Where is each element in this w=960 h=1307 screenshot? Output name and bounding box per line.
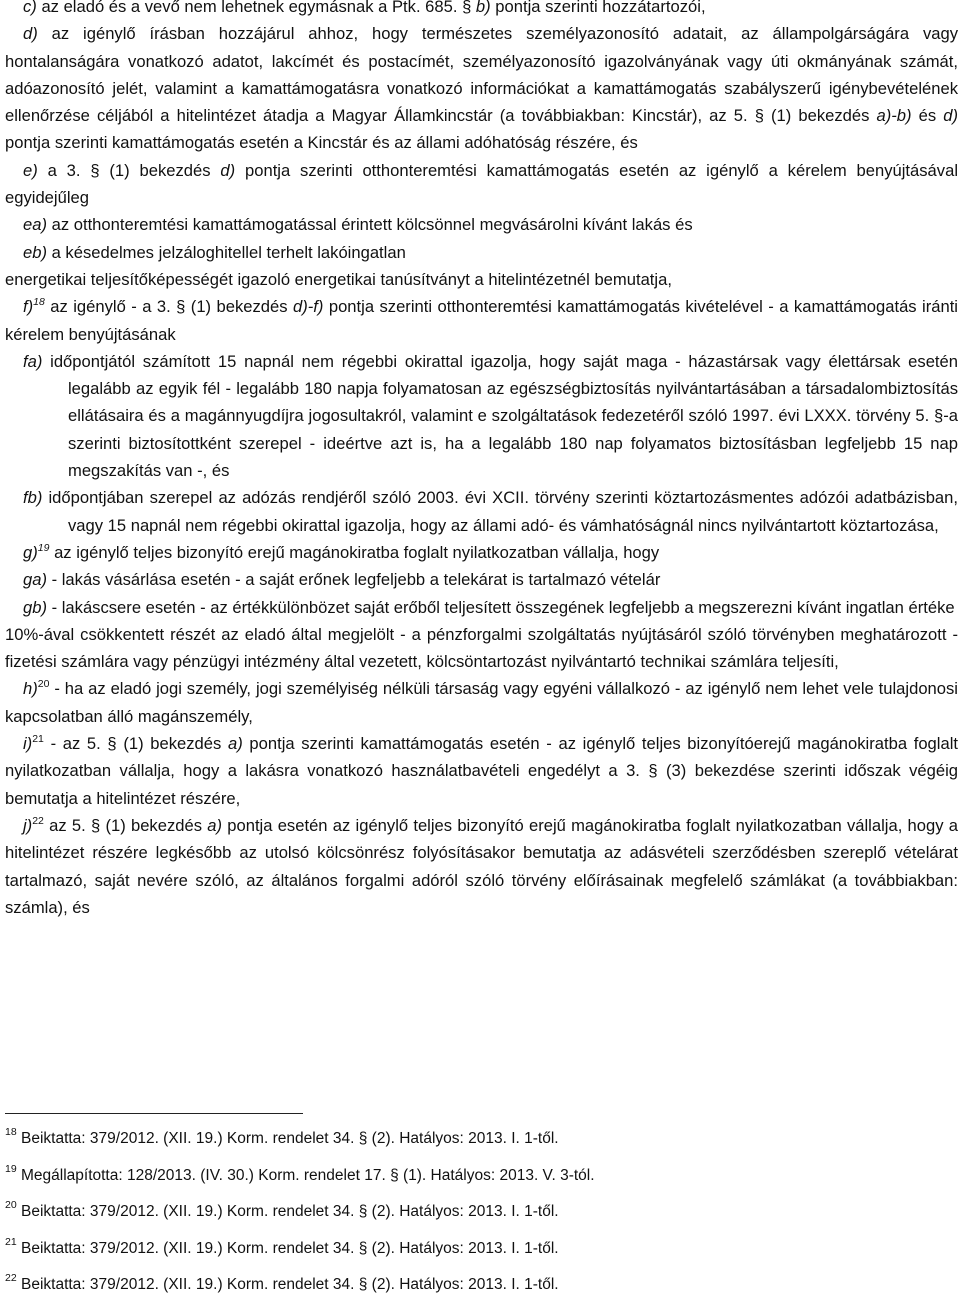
point-i-ref: a) — [227, 734, 243, 754]
paragraph-h — [5, 675, 958, 730]
footnote-number: 21 — [5, 1235, 17, 1248]
paragraph-c — [5, 0, 958, 20]
point-d-text: az igénylő írásban hozzájárul ahhoz, hogy természetes személyazonosító adatait, az állampolgárságára vagy hontalanságára vonatkozó adatot, lakcímét és postacímét, személyazonosító igazolványának vagy úti okmányának számát, adóazonosító jelét, valamint a kamattámogatásra vonatkozó információkat a kamattámogatás szabályszerű igénybevételének ellenőrzése céljából a hitelintézet átadja a Magyar Államkincstár (a továbbiakban: Kincstár), az 5. § (1) bekezdés — [5, 24, 958, 126]
footnote-20 — [5, 1194, 945, 1231]
point-eb-label: eb) — [23, 242, 47, 262]
point-fb-text: időpontjában szerepel az adózás rendjéről szóló 2003. évi XCII. törvény szerinti köztartozásmentes adózói adatbázisban, vagy 15 napnál nem régebbi okirattal igazolja, hogy az állami adó- és vámhatóságnál nincs nyilvántartott köztartozása, — [42, 488, 958, 535]
point-c-text: az eladó és a vevő nem lehetnek egymásnak a Ptk. 685. § — [36, 0, 476, 16]
footnote-text: Beiktatta: 379/2012. (XII. 19.) Korm. rendelet 34. § (2). Hatályos: 2013. I. 1-től. — [16, 1276, 559, 1293]
footnotes — [5, 1121, 945, 1304]
point-h-text: - ha az eladó jogi személy, jogi személyiség nélküli társaság vagy egyéni vállalkozó - az igénylő nem lehet vele tulajdonosi kapcsolatban álló magánszemély, — [5, 679, 958, 726]
point-f-label: f) — [23, 297, 34, 317]
footnote-separator — [5, 1113, 303, 1114]
point-c-ref: b) — [475, 0, 491, 16]
point-ea-text: az otthonteremtési kamattámogatással érintett kölcsönnel megvásárolni kívánt lakás és — [46, 215, 693, 235]
point-c-label: c) — [23, 0, 37, 16]
footnote-number: 20 — [5, 1199, 17, 1211]
point-fa-label: fa) — [23, 351, 43, 371]
point-f-text: az igénylő - a 3. § (1) bekezdés — [44, 297, 293, 317]
point-d-ref-ab: a)-b) — [876, 106, 912, 126]
footnote-text: Beiktatta: 379/2012. (XII. 19.) Korm. rendelet 34. § (2). Hatályos: 2013. I. 1-től. — [16, 1203, 559, 1220]
footnote-ref-20[interactable]: 20 — [37, 678, 50, 691]
point-gb-text: - lakáscsere esetén - az értékkülönbözet saját erőből teljesített összegének legfeljebb a megszerezni kívánt ingatlan értéke — [46, 597, 955, 617]
point-i-text-end: pontja szerinti kamattámogatás esetén - az igénylő teljes bizonyítóerejű magánokiratba foglalt nyilatkozatban vállalja, hogy a lakásra vonatkozó használatbavételi engedélyt a 3. § (3) bekezdése szerinti időszak végéig bemutatja a hitelintézet részére, — [5, 734, 958, 808]
footnote-ref-21[interactable]: 21 — [32, 733, 44, 746]
point-ga-label: ga) — [23, 570, 47, 590]
point-f-ref: d)-f) — [292, 297, 324, 317]
point-c-text-end: pontja szerinti hozzátartozói, — [490, 0, 706, 16]
document-page — [5, 0, 958, 921]
point-i-text: - az 5. § (1) bekezdés — [43, 734, 228, 754]
point-j-text-end: pontja esetén az igénylő teljes bizonyító erejű magánokiratba foglalt nyilatkozatban vállalja, hogy a hitelintézet részére legkésőbb az utolsó kölcsönrész folyósításakor bemutatja az adásvételi szerződésben szereplő vételárat tartalmazó, saját nevére szóló, az általános forgalmi adóról szóló törvény előírásainak megfelelő számlákat (a továbbiakban: számla), és — [5, 815, 958, 917]
point-d-text-end: pontja szerinti kamattámogatás esetén a Kincstár és az állami adóhatóság részére, és — [5, 133, 638, 153]
point-ea-label: ea) — [23, 215, 47, 235]
paragraph-i — [5, 730, 958, 812]
footnote-number: 18 — [5, 1126, 17, 1138]
paragraph-g — [5, 539, 958, 566]
footnote-ref-18[interactable]: 18 — [33, 296, 45, 309]
paragraph-ga — [5, 566, 958, 593]
point-j-label: j) — [23, 815, 33, 835]
paragraph-ea — [5, 211, 958, 238]
point-i-label: i) — [23, 734, 33, 754]
point-d-label: d) — [23, 24, 38, 44]
paragraph-e-tail: energetikai teljesítőképességét igazoló energetikai tanúsítványt a hitelintézetnél bemutatja, — [5, 269, 672, 289]
point-h-label: h) — [23, 679, 38, 699]
point-g-text: az igénylő teljes bizonyító erejű magánokiratba foglalt nyilatkozatban vállalja, hogy — [49, 542, 660, 562]
point-d-ref-d: d) — [943, 106, 958, 126]
point-d-text-and: és — [911, 106, 944, 126]
point-fa-text: időpontjától számított 15 napnál nem régebbi okirattal igazolja, hogy saját maga - házastársak vagy élettársak esetén legalább az egyik fél - legalább 180 napja folyamatosan az egészségbiztosítás nyilvántartásában a társadalombiztosítás ellátásaira és a magánnyugdíjra jogosultakról, valamint e szolgáltatások fedezetéről szóló 1997. évi LXXX. törvény 5. §-a szerinti biztosítottként szerepel - ideértve azt is, ha a legalább 180 nap folyamatos biztosításban legfeljebb 15 nap megszakítás van -, és — [42, 351, 958, 481]
point-f-text-end: pontja szerinti otthonteremtési kamattámogatás kivételével - a kamattámogatás iránti kérelem benyújtásának — [5, 297, 958, 344]
paragraph-d — [5, 20, 958, 156]
paragraph-fb — [5, 484, 958, 539]
footnote-number: 22 — [5, 1272, 17, 1284]
footnote-number: 19 — [5, 1162, 17, 1175]
footnote-21 — [5, 1231, 945, 1268]
paragraph-e — [5, 157, 958, 212]
point-fb-label: fb) — [23, 488, 43, 508]
point-ga-text: - lakás vásárlása esetén - a saját erőnek legfeljebb a telekárat is tartalmazó vételár — [46, 570, 661, 590]
point-j-text: az 5. § (1) bekezdés — [43, 815, 208, 835]
footnote-ref-19[interactable]: 19 — [37, 541, 50, 554]
point-e-ref: d) — [220, 160, 236, 180]
paragraph-eb — [5, 239, 958, 266]
paragraph-f — [5, 293, 958, 348]
footnote-ref-22[interactable]: 22 — [32, 814, 44, 827]
footnote-text: Beiktatta: 379/2012. (XII. 19.) Korm. rendelet 34. § (2). Hatályos: 2013. I. 1-től. — [16, 1239, 559, 1257]
paragraph-g-tail: 10%-ával csökkentett részét az eladó által megjelölt - a pénzforgalmi szolgáltatás nyújtásáról szóló törvényben meghatározott - fizetési számlára vagy pénzügyi intézmény által vezetett, kölcsöntartozást nyilvántartó technikai számlára teljesíti, — [5, 624, 958, 672]
point-gb-label: gb) — [23, 597, 47, 617]
footnote-text: Beiktatta: 379/2012. (XII. 19.) Korm. rendelet 34. § (2). Hatályos: 2013. I. 1-től. — [16, 1130, 559, 1147]
point-j-ref: a) — [207, 815, 223, 835]
point-g-label: g) — [23, 542, 38, 562]
footnote-19 — [5, 1158, 945, 1195]
paragraph-gb — [5, 594, 958, 621]
paragraph-j — [5, 812, 958, 921]
point-eb-text: a késedelmes jelzáloghitellel terhelt lakóingatlan — [46, 242, 406, 262]
paragraph-fa — [5, 348, 958, 484]
point-e-text: a 3. § (1) bekezdés — [37, 160, 221, 180]
footnote-18 — [5, 1121, 945, 1158]
footnote-22 — [5, 1267, 945, 1304]
footnote-text: Megállapította: 128/2013. (IV. 30.) Korm. rendelet 17. § (1). Hatályos: 2013. V. 3-tól. — [16, 1166, 595, 1184]
point-e-text-end: pontja szerinti otthonteremtési kamattámogatás esetén az igénylő a kérelem benyújtásával egyidejűleg — [5, 160, 958, 208]
point-e-label: e) — [23, 160, 38, 180]
